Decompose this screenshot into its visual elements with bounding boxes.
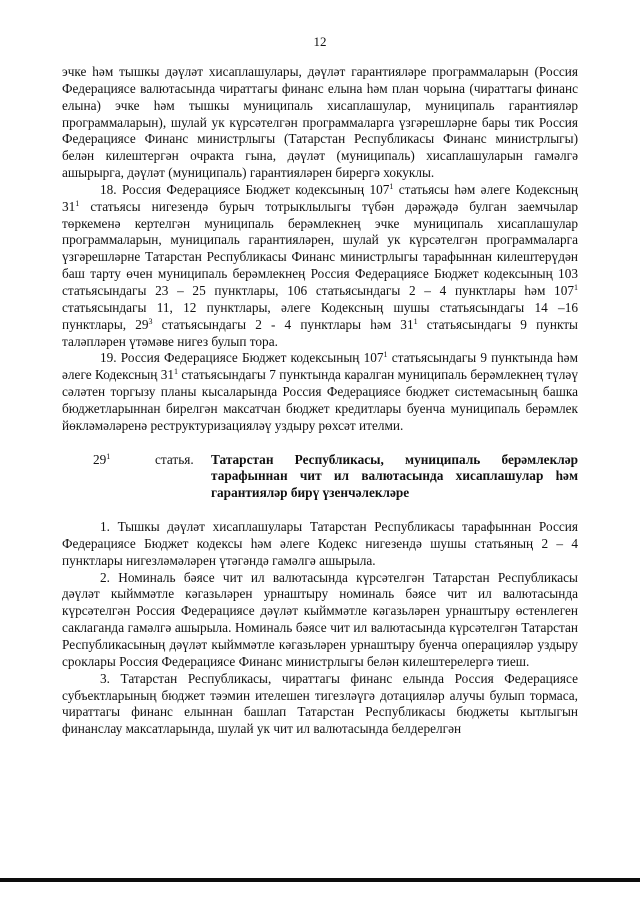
spacer: [62, 502, 578, 519]
article-title: Татарстан Республикасы, муниципаль берәмлекләр тарафыннан чит ил валютасында хисаплашулар һәм гарантияләр бирү үзенчәлекләре: [211, 451, 578, 501]
article-heading: [62, 452, 578, 503]
article-label: статья.: [155, 451, 194, 467]
document-body: [62, 64, 578, 738]
scan-bottom-edge: [0, 878, 640, 882]
paragraph-item-19: 19. Россия Федерациясе Бюджет кодексының $107^1$ статьясындагы 9 пунктында һәм әлеге Кодексның $31^1$ статьясындагы 7 пунктында каралган муниципаль берәмлекнең түләү сәләтен торгызу планы кысаларында Россия Федерациясе бюджет системасының башка бюджетларыннан бирелгән максатчан бюджет кредитлары буенча муниципаль берәмлек йөкләмәләренә реструктуризацияләү уздыру рөхсәт ителми.: [62, 350, 578, 433]
paragraph-item-18: 18. Россия Федерациясе Бюджет кодексының $107^1$ статьясы һәм әлеге Кодексның $31^1$ статьясы нигезендә бурыч тотрыклылыгы түбән дәрәҗәдә булган заемчылар төркеменә кертелгән муниципаль берәмлекнең эчке муниципаль хисаплашулар программаларын, муниципаль гарантияләрен, шулай ук күрсәтелгән программаларга үзгәрешләрне Татарстан Республикасы Финанс министрлыгы тарафыннан килештерүдән баш тарту өчен муниципаль берәмлекнең Россия Федерациясе Бюджет кодексының 103 статьясындагы 23 – 25 пунктлары, 106 статьясындагы 2 – 4 пунктлары һәм $107^1$ статьясындагы 11, 12 пунктлары, әлеге Кодексның шушы статьясындагы 14 –16 пунктлары, $29^3$ статьясындагы 2 - 4 пунктлары һәм $31^1$ статьясындагы 9 пункты таләпләрен үтәмәве нигез булып тора.: [62, 181, 578, 349]
paragraph-article-item-2: 2. Номиналь бәясе чит ил валютасында күрсәтелгән Татарстан Республикасы дәүләт кыйммәтле кәгазьләрен урнаштыру номиналь бәясе чит ил валютасында күрсәтелгән Россия Федерациясе дәүләт кыйммәтле кәгазьләрен урнаштыру өстенлеген саклаганда гамәлгә ашырыла. Номиналь бәясе чит ил валютасында күрсәтелгән Татарстан Республикасының дәүләт кыйммәтле кәгазьләрен урнаштыру буенча операцияләр уздыру сроклары Россия Федерациясе Финанс министрлыгы белән килештерелергә тиеш.: [62, 569, 578, 669]
article-number: $29^1$: [93, 451, 111, 467]
page-number: 12: [313, 34, 327, 49]
paragraph-article-item-1: 1. Тышкы дәүләт хисаплашулары Татарстан Республикасы тарафыннан Россия Федерациясе Бюджет кодексы һәм әлеге Кодекс нигезендә шушы статьяның 2 – 4 пунктлары нигезләмәләрен үтәгәндә гамәлгә ашырыла.: [62, 519, 578, 568]
spacer: [62, 435, 578, 452]
paragraph-continuation: эчке һәм тышкы дәүләт хисаплашулары, дәүләт гарантияләре программаларын (Россия Федерациясе валютасында чираттагы финанс елына һәм план чорына (чираттагы финанс елына) эчке һәм тышкы муниципаль хисаплашулар, муниципаль гарантияләр программаларын), шулай ук күрсәтелгән программаларга үзгәрешләрне бары тик Россия Федерациясе Финанс министрлыгы (Татарстан Республикасы Финанс министрлыгы) белән килештергән очракта гына, дәүләт (муниципаль) хисаплашуларын гамәлгә ашырырга, дәүләт (муниципаль) гарантияләрен бирергә хокуклы.: [62, 64, 578, 181]
paragraph-article-item-3: 3. Татарстан Республикасы, чираттагы финанс елында Россия Федерациясе субъектларының бюджет тәэмин ителешен тигезләүгә дотацияләр алучы булып тормаса, чираттагы финанс елыннан башлап Татарстан Республикасы бюджеты кытлыгын финанслау максатларында, шулай ук чит ил валютасында белдерелгән: [62, 670, 578, 737]
